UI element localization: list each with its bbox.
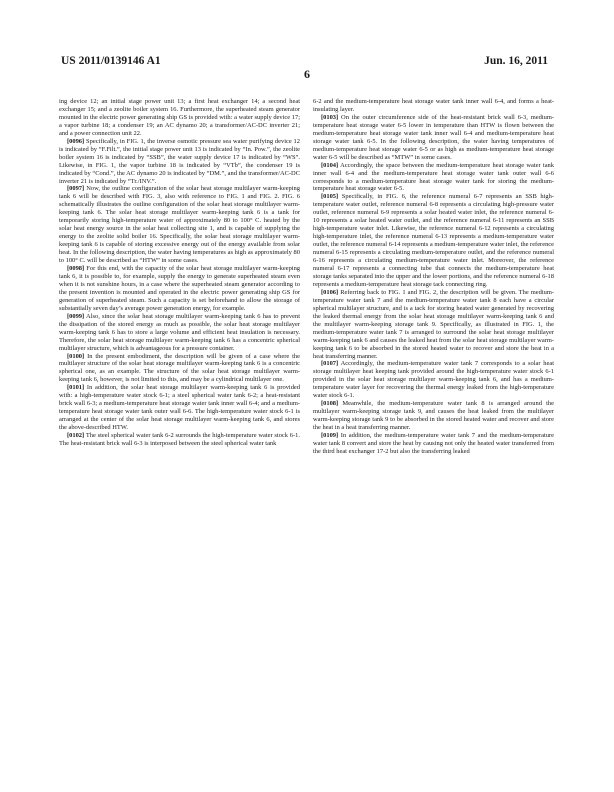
- paragraph-text: Referring back to FIG. 1 and FIG. 2, the description will be given. The medium-temperature water tank 7 and the medium-temperature water tank 8 each have a circular spherical multilayer structure, and is a tack for storing heated water generated by recovering the leaked thermal energy from the solar heat storage multilayer warm-keeping tank 6 and the multilayer warm-keeping storage tank 9. Specifically, as illustrated in FIG. 1, the medium-temperature water tank 7 is arranged to surround the solar heat storage multilayer warm-keeping tank 6 and causes the leaked heat from the solar heat storage multilayer warm-keeping tank 6 to be absorbed in the stored heated water to recover and store the heat in a heat transferring manner.: [313, 288, 554, 360]
- paragraph-number: [0104]: [321, 161, 339, 169]
- paragraph-text: Accordingly, the space between the medium-temperature heat storage water tank inner wall 6-4 and the medium-temperature heat storage water tank outer wall 6-6 corresponds to a medium-temperature heat storage water tank for storing the medium-temperature heat storage water 6-5.: [313, 161, 554, 193]
- paragraph: [313, 162, 554, 194]
- paragraph: [59, 384, 300, 432]
- paragraph: [59, 98, 300, 138]
- paragraph-text: Now, the outline configuration of the solar heat storage multilayer warm-keeping tank 6 will be described with FIG. 3, also with reference to FIG. 1 and FIG. 2. FIG. 6 schematically illustrates the outline configuration of the solar heat storage multilayer warm-keeping tank 6. The solar heat storage multilayer warm-keeping tank 6 is a tank for temporarily storing high-temperature water of approximately 80 to 100° C. heated by the solar heat energy source in the solar heat collecting site 1, and is capable of supplying the energy to the zeolite solid boiler 16. Specifically, the solar heat storage multilayer warm-keeping tank 6 is capable of storing excessive energy out of the energy available from solar heat. In the following description, the water having temperatures as high as approximately 80 to 100° C. will be described as “HTW” in some cases.: [59, 185, 300, 265]
- paragraph: [59, 353, 300, 385]
- paragraph: [59, 138, 300, 186]
- paragraph: [313, 193, 554, 288]
- paragraph-text: Specifically, in FIG. 6, the reference numeral 6-7 represents an SSB high-temperature water outlet, reference numeral 6-8 represents a circulating high-pressure water outlet, reference numeral 6-9 represents a solar heated water inlet, the reference numeral 6-10 represents a solar heated water outlet, and the reference numeral 6-11 represents an SSB high-temperature water inlet. Likewise, the reference numeral 6-12 represents a circulating high-temperature inlet, the reference numeral 6-13 represents a medium-temperature water outlet, the reference numeral 6-14 represents a medium-temperature water inlet, the reference numeral 6-15 represents a circulating medium-temperature outlet, and the reference numeral 6-16 represents a circulating medium-temperature water inlet. Moreover, the reference numeral 6-17 represents a connecting tube that connects the medium-temperature heat storage tanks separated into the upper and the lower portions, and the reference numeral 6-18 represents a medium-temperature heat storage tack connecting ring.: [313, 193, 554, 288]
- paragraph-number: [0103]: [321, 113, 339, 121]
- paragraph: [313, 360, 554, 400]
- page-number: 6: [304, 67, 310, 81]
- paragraph: [313, 114, 554, 162]
- paragraph-number: [0106]: [321, 288, 339, 296]
- paragraph-text: Specifically, in FIG. 1, the inverse osmotic pressure sea water purifying device 12 is indicated by “F.Filt.”, the initial stage power unit 13 is indicated by “In. Pow.”, the zeolite boiler system 16 is indicated by “SSB”, the water supply device 17 is indicated by “WS”. Likewise, in FIG. 1, the vapor turbine 18 is indicated by “VTb”, the condenser 19 is indicated by “Cond.”, the AC dynamo 20 is indicated by “DM.”, and the transformer/AC-DC inverter 21 is indicated by “Tr./INV.”.: [59, 137, 300, 185]
- paragraph: [313, 432, 554, 456]
- paragraph-number: [0105]: [321, 193, 339, 201]
- paragraph-number: [0109]: [321, 432, 339, 440]
- paragraph: [59, 265, 300, 313]
- paragraph: [313, 289, 554, 361]
- paragraph-number: [0100]: [67, 352, 85, 360]
- paragraph: [59, 185, 300, 265]
- paragraph-number: [0107]: [321, 360, 339, 368]
- paragraph-number: [0096]: [67, 137, 85, 145]
- paragraph: [313, 400, 554, 432]
- paragraph-text: Also, since the solar heat storage multilayer warm-keeping tank 6 has to prevent the dissipation of the stored energy as much as possible, the solar heat storage multilayer warm-keeping tank 6 has to store a large volume and efficient heat insulation is necessary. Therefore, the solar heat storage multilayer warm-keeping tank 6 has a concentric spherical multilayer structure, which is advantageous for a pressure container.: [59, 312, 300, 352]
- paragraph-number: [0098]: [67, 265, 85, 273]
- left-column: [59, 98, 300, 448]
- paragraph-number: [0097]: [67, 185, 85, 193]
- paragraph-number: [0108]: [321, 400, 339, 408]
- right-column: [313, 98, 554, 456]
- paragraph-text: In the present embodiment, the description will be given of a case where the multilayer structure of the solar heat storage multilayer warm-keeping tank 6 is a concentric spherical one, as an example. The structure of the solar heat storage multilayer warm-keeping tank 6, however, is not limited to this, and may be a cylindrical multilayer one.: [59, 352, 300, 384]
- paragraph-text: In addition, the medium-temperature water tank 7 and the medium-temperature water tank 8 convert and store the heat by causing not only the heated water transferred from the third heat exchanger 17-2 but also the transferring leaked: [313, 432, 555, 455]
- paragraph: [313, 98, 554, 114]
- paragraph-number: [0101]: [67, 384, 85, 392]
- paragraph-text: 6-2 and the medium-temperature heat storage water tank inner wall 6-4, and forms a heat-insulating layer.: [313, 98, 554, 113]
- paragraph-number: [0102]: [67, 432, 85, 440]
- paragraph-text: ing device 12; an initial stage power unit 13; a first heat exchanger 14; a second heat exchanger 15; and a zeolite boiler system 16. Furthermore, the superheated steam generator mounted in the electric power generating ship GS is provided with: a water supply device 17; a vapor turbine 18; a condenser 19; an AC dynamo 20; a transformer/AC-DC inverter 21; and a power connection unit 22.: [59, 98, 300, 137]
- publication-number: US 2011/0139146 A1: [61, 55, 161, 67]
- publication-date: Jun. 16, 2011: [484, 55, 548, 67]
- paragraph-text: The steel spherical water tank 6-2 surrounds the high-temperature water stock 6-1. The heat-resistant brick wall 6-3 is interposed between the steel spherical water tank: [59, 432, 300, 447]
- paragraph-text: On the outer circumference side of the heat-resistant brick wall 6-3, medium-temperature heat storage water 6-5 lower in temperature than HTW is flown between the medium-temperature heat storage water tank inner wall 6-4 and medium-temperature heat storage water tank 6-5. In the following description, the water having temperatures of medium-temperature heat storage water 6-5 or as high as medium-temperature heat storage water 6-5 will be described as “MTW” in some cases.: [313, 113, 554, 161]
- paragraph-text: Accordingly, the medium-temperature water tank 7 corresponds to a solar heat storage multilayer heat keeping tank provided around the high-temperature water stock 6-1 provided in the solar heat storage multilayer warm-keeping tank 6, and has a medium-temperature water layer for recovering the thermal energy leaked from the high-temperature water stock 6-1.: [313, 360, 554, 400]
- paragraph-text: Meanwhile, the medium-temperature water tank 8 is arranged around the multilayer warm-keeping storage tank 9, and causes the heat leaked from the multilayer warm-keeping storage tank 9 to be absorbed in the stored heated water and recover and store the heat in a heat transferring manner.: [313, 400, 555, 432]
- paragraph-text: For this end, with the capacity of the solar heat storage multilayer warm-keeping tank 6, it is possible to, for example, supply the energy to generate superheated steam even when it is not sunshine hours, in a case where the superheated steam generator according to the present invention is mounted and operated in the electric power generating ship GS for generation of superheated steam. Such a capacity is set beforehand to allow the storage of substantially seven day’s average power generation energy, for example.: [59, 265, 301, 312]
- paragraph: [59, 432, 300, 448]
- paragraph-number: [0099]: [67, 312, 85, 320]
- paragraph-text: In addition, the solar heat storage multilayer warm-keeping tank 6 is provided with: a high-temperature water stock 6-1; a steel spherical water tank 6-2; a heat-resistant brick wall 6-3; a medium-temperature heat storage water tank inner wall 6-4; and a medium-temperature heat storage water tank outer wall 6-6. The high-temperature water stock 6-1 is arranged at the center of the solar heat storage multilayer warm-keeping tank 6, and stores the above-described HTW.: [59, 384, 301, 432]
- paragraph: [59, 313, 300, 353]
